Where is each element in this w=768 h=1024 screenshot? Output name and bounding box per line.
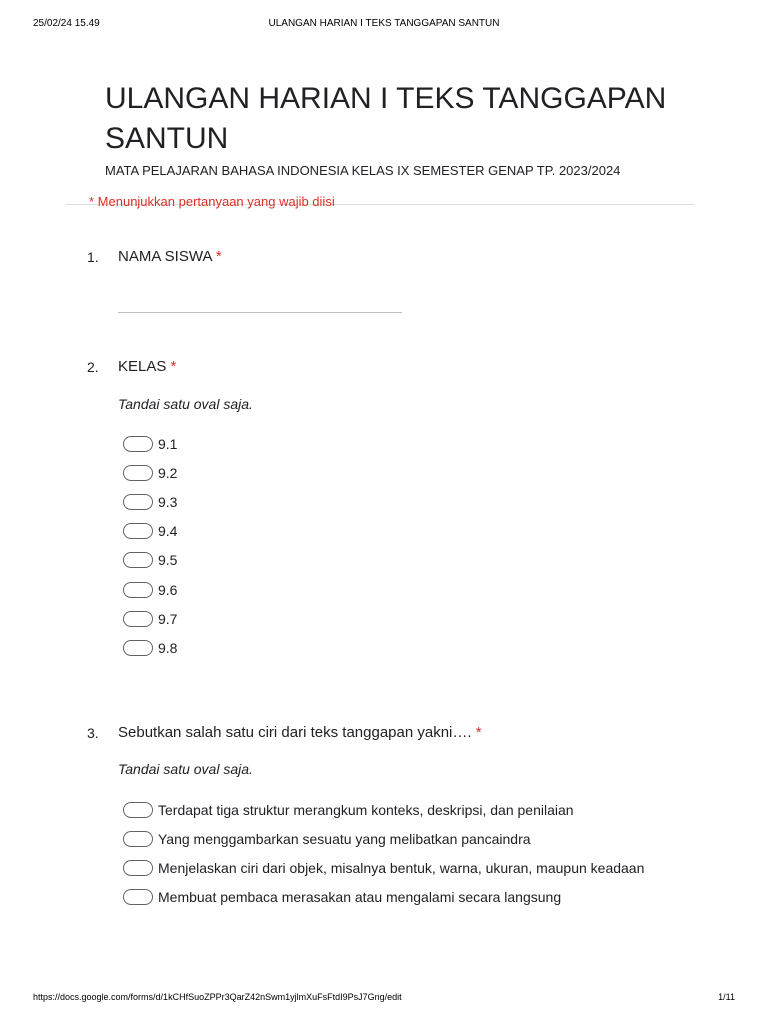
question-number: 2. [87, 359, 99, 375]
radio-oval[interactable] [123, 802, 153, 818]
option-9-7[interactable] [123, 604, 177, 633]
required-asterisk: * [475, 724, 482, 741]
question-1-text [118, 248, 222, 265]
radio-oval[interactable] [123, 465, 153, 481]
kelas-options [123, 429, 177, 663]
question-label: Sebutkan salah satu ciri dari teks tanggapan yakni…. [118, 724, 476, 741]
radio-oval[interactable] [123, 611, 153, 627]
required-note: * Menunjukkan pertanyaan yang wajib diisi [89, 194, 335, 209]
option-d[interactable] [123, 883, 644, 912]
option-label: 9.2 [158, 464, 178, 481]
nama-siswa-input[interactable] [118, 312, 402, 313]
required-asterisk: * [215, 248, 222, 265]
option-9-4[interactable] [123, 517, 177, 546]
question-3-text [118, 724, 482, 741]
question-label: NAMA SISWA [118, 248, 216, 265]
question-2-text [118, 358, 176, 375]
question-hint: Tandai satu oval saja. [118, 761, 253, 777]
radio-oval[interactable] [123, 582, 153, 598]
radio-oval[interactable] [123, 494, 153, 510]
option-label: 9.4 [158, 523, 178, 540]
option-9-5[interactable] [123, 546, 177, 575]
option-label: 9.6 [158, 581, 178, 598]
option-9-6[interactable] [123, 575, 177, 604]
form-description: MATA PELAJARAN BAHASA INDONESIA KELAS IX SEMESTER GENAP TP. 2023/2024 [105, 163, 621, 178]
print-document-title: ULANGAN HARIAN I TEKS TANGGAPAN SANTUN [268, 18, 500, 29]
form-title: ULANGAN HARIAN I TEKS TANGGAPAN SANTUN [105, 82, 667, 155]
option-9-8[interactable] [123, 633, 177, 662]
print-footer [33, 992, 735, 1006]
option-label: 9.1 [158, 435, 178, 452]
option-label: Membuat pembaca merasakan atau mengalami secara langsung [158, 889, 562, 906]
option-label: 9.8 [158, 639, 178, 656]
required-asterisk: * [170, 358, 177, 375]
option-label: 9.5 [158, 552, 178, 569]
question-hint: Tandai satu oval saja. [118, 396, 253, 412]
print-url: https://docs.google.com/forms/d/1kCHfSuoZPPr3QarZ42nSwm1yjlmXuFsFtdI9PsJ7Gng/edit [33, 992, 402, 1002]
radio-oval[interactable] [123, 860, 153, 876]
radio-oval[interactable] [123, 889, 153, 905]
option-a[interactable] [123, 795, 644, 824]
option-9-2[interactable] [123, 458, 177, 487]
radio-oval[interactable] [123, 831, 153, 847]
option-b[interactable] [123, 824, 644, 853]
radio-oval[interactable] [123, 523, 153, 539]
print-date: 25/02/24 15.49 [33, 18, 100, 29]
ciri-options [123, 795, 644, 912]
option-label: Menjelaskan ciri dari objek, misalnya bentuk, warna, ukuran, maupun keadaan [158, 859, 645, 876]
option-label: Yang menggambarkan sesuatu yang melibatkan pancaindra [158, 830, 531, 847]
page-number: 1/11 [718, 992, 735, 1002]
option-label: 9.3 [158, 493, 178, 510]
option-9-1[interactable] [123, 429, 177, 458]
radio-oval[interactable] [123, 640, 153, 656]
print-header [33, 18, 735, 32]
radio-oval[interactable] [123, 436, 153, 452]
question-number: 3. [87, 725, 99, 741]
option-label: 9.7 [158, 610, 178, 627]
option-c[interactable] [123, 853, 644, 882]
option-9-3[interactable] [123, 487, 177, 516]
option-label: Terdapat tiga struktur merangkum konteks, deskripsi, dan penilaian [158, 801, 574, 818]
radio-oval[interactable] [123, 552, 153, 568]
question-number: 1. [87, 249, 99, 265]
question-label: KELAS [118, 358, 171, 375]
